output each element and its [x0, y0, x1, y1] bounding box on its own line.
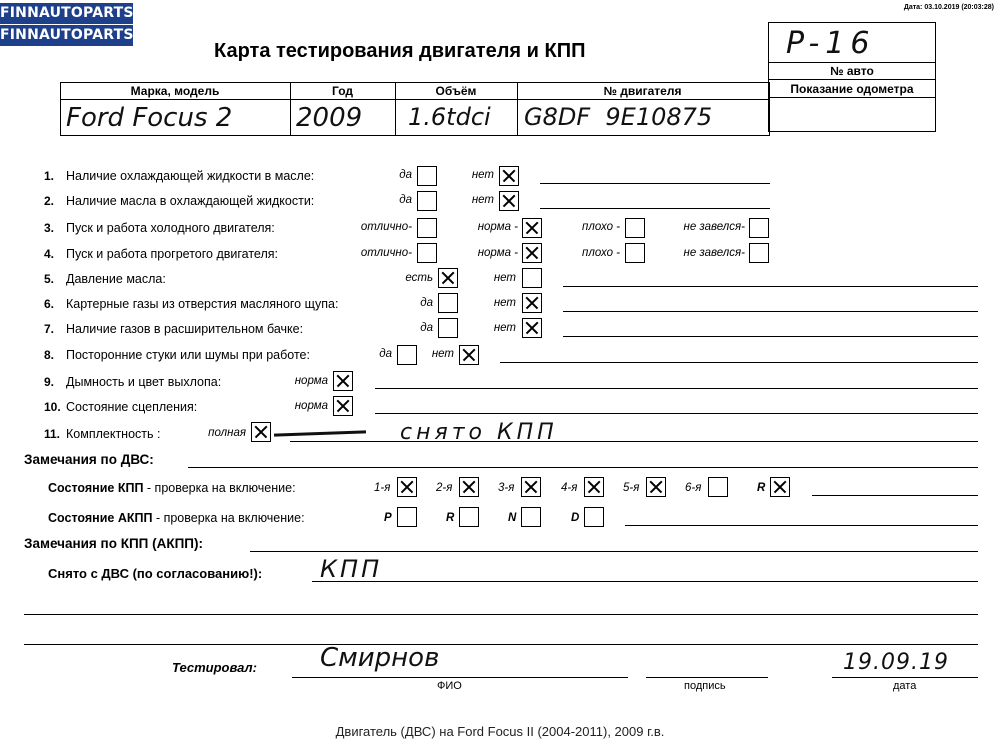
checkbox-yes[interactable]	[417, 166, 437, 186]
question-number: 4.	[44, 247, 55, 261]
gear-label: P	[384, 512, 392, 524]
checkbox-normal[interactable]	[333, 371, 353, 391]
checkbox-bad[interactable]	[625, 218, 645, 238]
checkbox-gear-reverse[interactable]	[770, 477, 790, 497]
tester-name: Смирнов	[320, 643, 440, 673]
gear-label: R	[757, 482, 766, 494]
answer-line	[563, 336, 978, 337]
divider	[60, 99, 770, 100]
gear-label: 1-я	[374, 482, 391, 494]
checkbox-bad[interactable]	[625, 243, 645, 263]
fio-line[interactable]	[292, 677, 628, 678]
option-label: отлично-	[360, 247, 412, 259]
option-label: отлично-	[360, 221, 412, 233]
question-number: 6.	[44, 297, 55, 311]
footer-caption: Двигатель (ДВС) на Ford Focus II (2004-2011), 2009 г.в.	[335, 724, 665, 739]
checkbox-yes[interactable]	[438, 293, 458, 313]
option-label: да	[420, 322, 433, 334]
checkbox-normal[interactable]	[522, 243, 542, 263]
question-number: 10.	[44, 400, 61, 414]
removed-value: КПП	[320, 555, 383, 583]
answer-line	[563, 286, 978, 287]
divider	[768, 97, 936, 98]
signature-caption: подпись	[684, 680, 726, 692]
checkbox-normal[interactable]	[333, 396, 353, 416]
option-label: не завелся-	[683, 247, 745, 259]
auto-number-value: P-16	[786, 26, 876, 61]
odometer-label: Показание одометра	[790, 82, 914, 96]
divider	[768, 62, 936, 63]
question-text: Наличие газов в расширительном бачке:	[66, 322, 304, 336]
checkbox-no[interactable]	[522, 293, 542, 313]
option-label: есть	[405, 272, 433, 284]
checkbox-not-started[interactable]	[749, 218, 769, 238]
option-label: да	[379, 348, 392, 360]
answer-line	[375, 413, 978, 414]
option-label: нет	[493, 272, 516, 284]
checkbox-no[interactable]	[459, 345, 479, 365]
auto-number-label: № авто	[830, 64, 874, 78]
option-label: нет	[431, 348, 454, 360]
checkbox-normal[interactable]	[522, 218, 542, 238]
checkbox-gear-p[interactable]	[397, 507, 417, 527]
tested-label: Тестировал:	[172, 660, 257, 675]
checkbox-gear-4[interactable]	[584, 477, 604, 497]
question-number: 5.	[44, 272, 55, 286]
question-text: Состояние сцепления:	[66, 400, 198, 414]
question-text: Давление масла:	[66, 272, 166, 286]
answer-line	[563, 311, 978, 312]
question-text: Картерные газы из отверстия масляного щупа:	[66, 297, 339, 311]
gear-label: 4-я	[561, 482, 578, 494]
date-line[interactable]	[832, 677, 978, 678]
checkbox-no[interactable]	[522, 318, 542, 338]
checkbox-gear-r[interactable]	[459, 507, 479, 527]
question-text: Наличие масла в охлаждающей жидкости:	[66, 194, 315, 208]
make-model-value: Ford Focus 2	[66, 103, 233, 133]
option-label: нет	[471, 169, 494, 181]
checkbox-not-started[interactable]	[749, 243, 769, 263]
gear-label: 6-я	[685, 482, 702, 494]
answer-line	[290, 441, 978, 442]
header-make-model: Марка, модель	[130, 84, 220, 98]
checkbox-yes[interactable]	[417, 191, 437, 211]
checkbox-gear-6[interactable]	[708, 477, 728, 497]
question-text: Наличие охлаждающей жидкости в масле:	[66, 169, 315, 183]
option-label: нет	[471, 194, 494, 206]
answer-line	[500, 362, 978, 363]
header-engine-number: № двигателя	[603, 84, 682, 98]
checkbox-no[interactable]	[499, 166, 519, 186]
checkbox-excellent[interactable]	[417, 243, 437, 263]
question-number: 7.	[44, 322, 55, 336]
logo-finnautoparts: FINNAUTOPARTS	[0, 3, 133, 24]
checkbox-gear-5[interactable]	[646, 477, 666, 497]
gear-label: 2-я	[436, 482, 453, 494]
answer-line	[312, 581, 978, 582]
question-number: 8.	[44, 348, 55, 362]
engine-number-value: G8DF 9E10875	[524, 103, 713, 131]
checkbox-complete[interactable]	[251, 422, 271, 442]
checkbox-gear-1[interactable]	[397, 477, 417, 497]
question-text: Комплектность :	[66, 427, 161, 441]
signature-line[interactable]	[646, 677, 768, 678]
answer-line	[24, 644, 978, 645]
engine-remarks-line[interactable]	[188, 467, 978, 468]
option-label: норма	[294, 375, 328, 387]
answer-line	[540, 183, 770, 184]
answer-line	[625, 525, 978, 526]
divider	[768, 79, 936, 80]
question-text: Пуск и работа холодного двигателя:	[66, 221, 275, 235]
option-label: не завелся-	[683, 221, 745, 233]
question-number: 3.	[44, 221, 55, 235]
gear-label: D	[571, 512, 580, 524]
test-date: 19.09.19	[843, 650, 949, 675]
option-label: норма	[294, 400, 328, 412]
question-number: 1.	[44, 169, 55, 183]
question-number: 2.	[44, 194, 55, 208]
checkbox-gear-d[interactable]	[584, 507, 604, 527]
question-number: 11.	[44, 427, 61, 441]
gear-label: 5-я	[623, 482, 640, 494]
option-label: да	[399, 169, 412, 181]
option-label: да	[420, 297, 433, 309]
question-text: Пуск и работа прогретого двигателя:	[66, 247, 278, 261]
year-value: 2009	[296, 103, 363, 133]
checkbox-gear-3[interactable]	[521, 477, 541, 497]
completeness-note: снято КПП	[400, 420, 558, 445]
volume-value: 1.6tdci	[408, 103, 491, 131]
logo-finnautoparts-secondary: FINNAUTOPARTS	[0, 25, 133, 46]
gear-label: R	[446, 512, 455, 524]
answer-line	[24, 614, 978, 615]
kpp-remarks-line[interactable]	[250, 551, 978, 552]
checkbox-yes[interactable]	[438, 318, 458, 338]
option-label: нет	[493, 297, 516, 309]
checkbox-yes[interactable]	[438, 268, 458, 288]
scribble-mark	[274, 430, 366, 436]
option-label: норма -	[477, 247, 518, 259]
option-label: плохо -	[582, 247, 620, 259]
gear-label: N	[508, 512, 517, 524]
answer-line	[375, 388, 978, 389]
option-label: полная	[208, 427, 246, 439]
engine-remarks-label: Замечания по ДВС:	[24, 452, 154, 467]
answer-line	[812, 495, 978, 496]
question-text: Дымность и цвет выхлопа:	[66, 375, 222, 389]
header-year: Год	[332, 84, 353, 98]
kpp-label: Состояние КПП - проверка на включение:	[48, 481, 296, 495]
option-label: норма -	[477, 221, 518, 233]
fio-caption: ФИО	[437, 680, 462, 692]
question-number: 9.	[44, 375, 55, 389]
gear-label: 3-я	[498, 482, 515, 494]
option-label: плохо -	[582, 221, 620, 233]
date-caption: дата	[893, 680, 917, 692]
checkbox-excellent[interactable]	[417, 218, 437, 238]
question-text: Посторонние стуки или шумы при работе:	[66, 348, 310, 362]
checkbox-gear-2[interactable]	[459, 477, 479, 497]
header-volume: Объём	[435, 84, 477, 98]
date-stamp: Дата: 03.10.2019 (20:03:28)	[903, 4, 994, 11]
option-label: да	[399, 194, 412, 206]
checkbox-no[interactable]	[499, 191, 519, 211]
page-title: Карта тестирования двигателя и КПП	[214, 40, 586, 62]
checkbox-no[interactable]	[522, 268, 542, 288]
answer-line	[540, 208, 770, 209]
kpp-remarks-label: Замечания по КПП (АКПП):	[24, 536, 203, 551]
removed-label: Снято с ДВС (по согласованию!):	[48, 566, 263, 581]
checkbox-gear-n[interactable]	[521, 507, 541, 527]
option-label: нет	[493, 322, 516, 334]
akpp-label: Состояние АКПП - проверка на включение:	[48, 511, 305, 525]
